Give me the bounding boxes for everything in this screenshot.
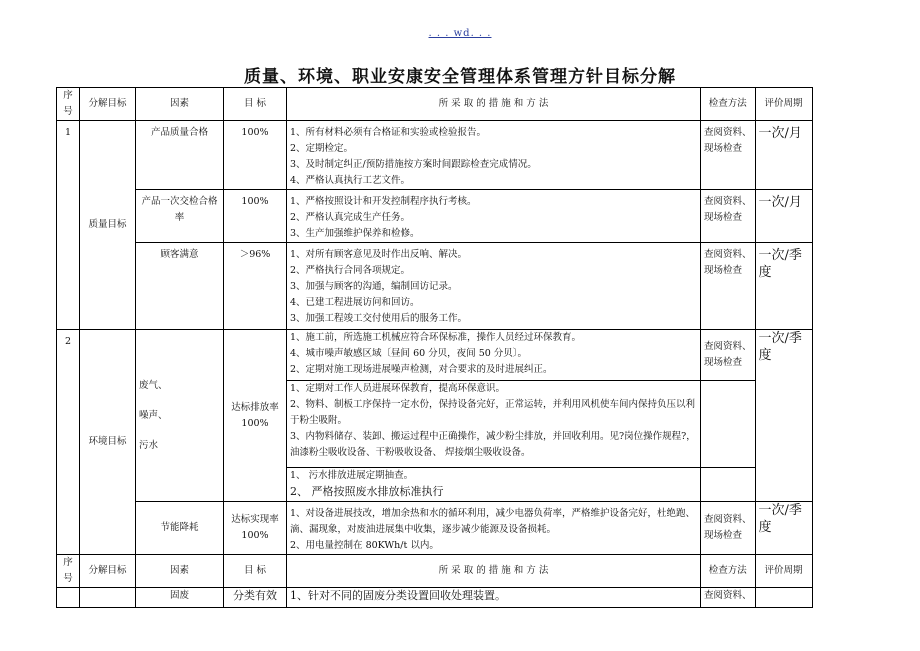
row-factor: 固废 xyxy=(136,588,224,608)
col-period: 评价周期 xyxy=(755,88,812,121)
target-table xyxy=(56,87,813,608)
row-target xyxy=(224,330,287,502)
check-line: 现场检查 xyxy=(704,357,743,368)
row-measures xyxy=(287,502,701,555)
row-check xyxy=(701,502,756,555)
measure-line: 1、施工前，所选施工机械应符合环保标准，操作人员经过环保教育。 xyxy=(290,332,582,343)
col-category: 分解目标 xyxy=(80,555,136,588)
row-target: 100% xyxy=(224,121,287,190)
measure-line: 4、城市噪声敏感区域〔昼间 60 分贝，夜间 50 分贝〕。 xyxy=(290,348,528,359)
measure-line: 2、严格执行合同各项规定。 xyxy=(290,265,411,276)
measure-line: 3、及时制定纠正/预防措施按方案时间跟踪检查完成情况。 xyxy=(290,159,537,170)
row-measures: 1、针对不同的固废分类设置回收处理装置。 xyxy=(287,588,701,608)
col-measures: 所 采 取 的 措 施 和 方 法 xyxy=(287,88,701,121)
col-factor: 因素 xyxy=(136,88,224,121)
row-check xyxy=(701,330,756,381)
measure-line: 4、严格认真执行工艺文件。 xyxy=(290,175,411,186)
measure-line: 1、对设备进展技改，增加余热和水的循环利用，减少电器负荷率，严格维护设备完好，杜绝跑、滴、漏现象，对废油进展集中收集，逐步减少能源及设备损耗。 xyxy=(290,508,696,535)
col-check: 检查方法 xyxy=(701,555,756,588)
target-line: 达标实现率 xyxy=(231,514,279,525)
row-check-empty xyxy=(701,381,756,468)
check-line: 现场检查 xyxy=(704,212,743,223)
row-period: 一次/季度 xyxy=(755,330,812,502)
check-line: 查阅资料、 xyxy=(704,341,752,352)
table-header-row-repeat xyxy=(57,555,813,588)
col-check: 检查方法 xyxy=(701,88,756,121)
check-line: 查阅资料、 xyxy=(704,127,752,138)
measure-line: 2、定期对施工现场进展噪声检测，对合要求的及时进展纠正。 xyxy=(290,364,553,375)
table-row xyxy=(57,243,813,330)
row-check: 查阅资料、 xyxy=(701,588,756,608)
row-measures xyxy=(287,243,701,330)
measure-line: 2、严格认真完成生产任务。 xyxy=(290,212,411,223)
header-mark: . . . wd. . . xyxy=(428,28,492,39)
row-period: 一次/月 xyxy=(755,190,812,243)
measure-line: 3、加强与顾客的沟通，编制回访记录。 xyxy=(290,281,458,292)
row-target: ＞96% xyxy=(224,243,287,330)
row-target xyxy=(224,502,287,555)
measure-line: 1、对所有顾客意见及时作出反响、解决。 xyxy=(290,249,468,260)
row-check xyxy=(701,121,756,190)
col-factor: 因素 xyxy=(136,555,224,588)
row-measures xyxy=(287,121,701,190)
measure-line: 1、严格按照设计和开发控制程序执行考核。 xyxy=(290,196,477,207)
measure-line: 2、物料、制板工序保持一定水份，保持设备完好，正常运转，并利用风机使车间内保持负压以利于粉尘吸附。 xyxy=(290,399,696,426)
check-line: 查阅资料、 xyxy=(704,514,752,525)
target-line: 达标排放率 xyxy=(231,401,279,413)
measure-line: 4、已建工程进展访问和回访。 xyxy=(290,297,420,308)
row-seq: 1 xyxy=(57,121,80,330)
col-period: 评价周期 xyxy=(755,555,812,588)
row-check-empty xyxy=(701,468,756,502)
factor-line: 噪声、 xyxy=(139,409,168,421)
table-row xyxy=(57,121,813,190)
row-seq-empty xyxy=(57,588,80,608)
table-row xyxy=(57,502,813,555)
measure-line: 1、所有材料必须有合格证和实验或检验报告。 xyxy=(290,127,487,138)
target-line: 100% xyxy=(241,530,269,541)
check-line: 查阅资料、 xyxy=(704,249,752,260)
row-target: 分类有效 xyxy=(224,588,287,608)
row-measures xyxy=(287,381,701,468)
col-target: 目 标 xyxy=(224,555,287,588)
factor-line: 污水 xyxy=(139,439,159,451)
row-check xyxy=(701,190,756,243)
check-line: 现场检查 xyxy=(704,530,743,541)
measure-line: 3、生产加强维护保养和检修。 xyxy=(290,228,420,239)
row-category: 质量目标 xyxy=(80,121,136,330)
measure-line: 2、定期检定。 xyxy=(290,143,354,154)
col-target: 目 标 xyxy=(224,88,287,121)
row-factor: 产品一次交检合格率 xyxy=(136,190,224,243)
row-factor xyxy=(136,330,224,502)
check-line: 现场检查 xyxy=(704,143,743,154)
table-header-row xyxy=(57,88,813,121)
row-measures xyxy=(287,190,701,243)
row-check xyxy=(701,243,756,330)
row-category-empty xyxy=(80,588,136,608)
row-target: 100% xyxy=(224,190,287,243)
row-category: 环境目标 xyxy=(80,330,136,555)
table-row xyxy=(57,330,813,381)
row-seq: 2 xyxy=(57,330,80,555)
target-line: 100% xyxy=(241,417,269,429)
measure-line: 3、加强工程竣工交付使用后的服务工作。 xyxy=(290,313,468,324)
row-period: 一次/季度 xyxy=(755,243,812,330)
measure-line: 1、定期对工作人员进展环保教育，提高环保意识。 xyxy=(290,383,506,394)
col-seq: 序号 xyxy=(57,88,80,121)
row-measures xyxy=(287,468,701,502)
measure-line: 2、 严格按照废水排放标准执行 xyxy=(290,485,444,498)
col-seq: 序号 xyxy=(57,555,80,588)
document-title: 质量、环境、职业安康安全管理体系管理方针目标分解 xyxy=(244,67,676,87)
measure-line: 3、内物料储存、装卸、搬运过程中正确操作，减少粉尘排放，并回收利用。见?岗位操作规程?，油漆粉尘吸收设备、干粉吸收设备、 焊接烟尘吸收设备。 xyxy=(290,431,696,458)
row-factor: 产品质量合格 xyxy=(136,121,224,190)
row-period: 一次/季度 xyxy=(755,502,812,555)
check-line: 现场检查 xyxy=(704,265,743,276)
row-factor: 顾客满意 xyxy=(136,243,224,330)
col-measures: 所 采 取 的 措 施 和 方 法 xyxy=(287,555,701,588)
row-factor: 节能降耗 xyxy=(136,502,224,555)
table-row xyxy=(57,588,813,608)
measure-line: 1、 污水排放进展定期抽查。 xyxy=(290,470,414,481)
row-period: 一次/月 xyxy=(755,121,812,190)
factor-line: 废气、 xyxy=(139,379,168,391)
check-line: 查阅资料、 xyxy=(704,196,752,207)
table-row xyxy=(57,190,813,243)
measure-line: 2、用电量控制在 80KWh/t 以内。 xyxy=(290,540,439,551)
row-measures xyxy=(287,330,701,381)
row-period-empty xyxy=(755,588,812,608)
col-category: 分解目标 xyxy=(80,88,136,121)
